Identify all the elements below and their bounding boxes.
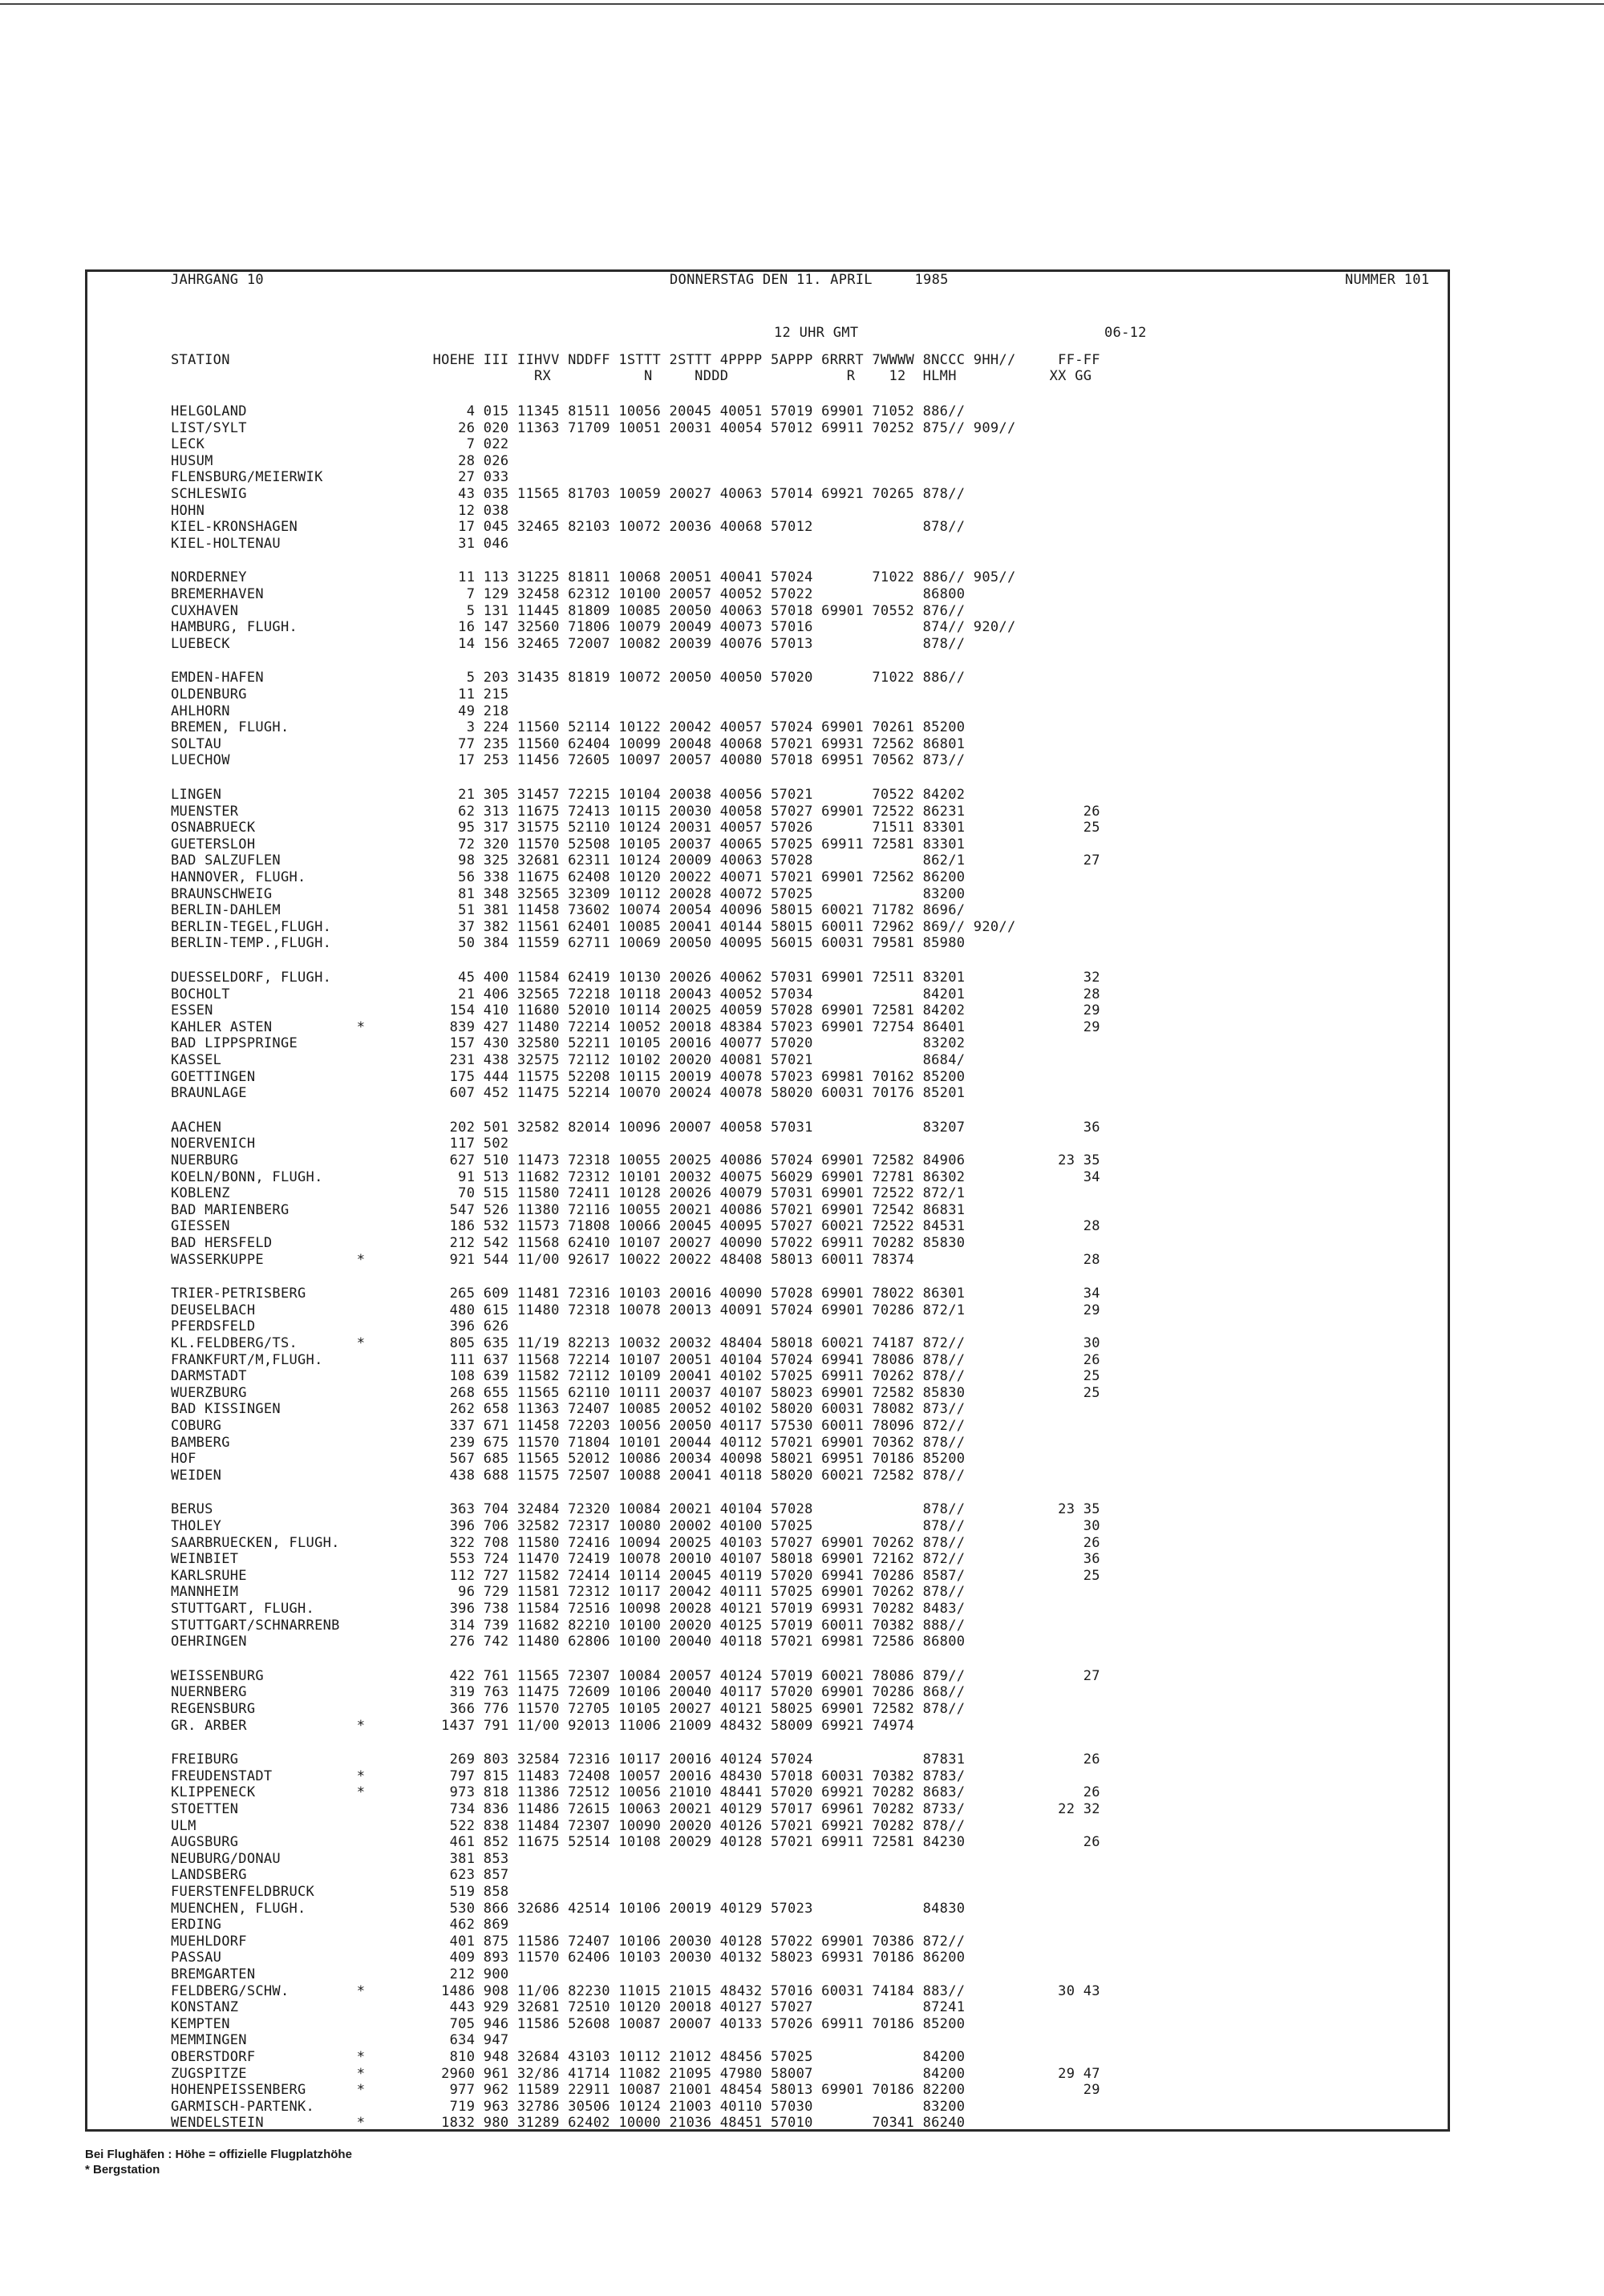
- station-row: BAD KISSINGEN 262 658 11363 72407 10085 20052 40102 58020 60031 78082 873//: [171, 1401, 966, 1417]
- jahrgang: JAHRGANG 10: [171, 272, 264, 288]
- station-row: GR. ARBER * 1437 791 11/00 92013 11006 21009 48432 58009 69921 74974: [171, 1718, 915, 1734]
- observation-period: 06-12: [1104, 325, 1147, 341]
- station-row: BERUS 363 704 32484 72320 10084 20021 40104 57028 878// 23 35: [171, 1501, 1100, 1517]
- column-header-1: STATION HOEHE III IIHVV NDDFF 1STTT 2STTT 4PPPP 5APPP 6RRRT 7WWWW 8NCCC 9HH// FF-FF: [171, 352, 1100, 368]
- station-row: PFERDSFELD 396 626: [171, 1318, 509, 1334]
- station-row: BERLIN-TEGEL,FLUGH. 37 382 11561 62401 10085 20041 40144 58015 60011 72962 869// 920//: [171, 919, 1016, 935]
- station-row: KASSEL 231 438 32575 72112 10102 20020 40081 57021 8684/: [171, 1052, 966, 1068]
- station-row: FREUDENSTADT * 797 815 11483 72408 10057 20016 48430 57018 60031 70382 8783/: [171, 1768, 966, 1784]
- station-row: BREMGARTEN 212 900: [171, 1966, 509, 1982]
- station-row: ZUGSPITZE * 2960 961 32/86 41714 11082 21095 47980 58007 84200 29 47: [171, 2066, 1100, 2082]
- station-row: AUGSBURG 461 852 11675 52514 10108 20029 40128 57021 69911 72581 84230 26: [171, 1834, 1100, 1850]
- station-row: AACHEN 202 501 32582 82014 10096 20007 40058 57031 83207 36: [171, 1120, 1100, 1136]
- station-row: HOF 567 685 11565 52012 10086 20034 40098 58021 69951 70186 85200: [171, 1451, 966, 1467]
- station-row: GOETTINGEN 175 444 11575 52208 10115 20019 40078 57023 69981 70162 85200: [171, 1069, 966, 1085]
- station-row: AHLHORN 49 218: [171, 703, 509, 719]
- station-row: TRIER-PETRISBERG 265 609 11481 72316 10103 20016 40090 57028 69901 78022 86301 34: [171, 1286, 1100, 1302]
- station-row: STOETTEN 734 836 11486 72615 10063 20021 40129 57017 69961 70282 8733/ 22 32: [171, 1801, 1100, 1817]
- station-row: GARMISCH-PARTENK. 719 963 32786 30506 10124 21003 40110 57030 83200: [171, 2099, 966, 2115]
- station-row: PASSAU 409 893 11570 62406 10103 20030 40132 58023 69931 70186 86200: [171, 1950, 966, 1966]
- station-row: KOBLENZ 70 515 11580 72411 10128 20026 40079 57031 69901 72522 872/1: [171, 1185, 966, 1201]
- station-row: BRAUNLAGE 607 452 11475 52214 10070 20024 40078 58020 60031 70176 85201: [171, 1085, 966, 1101]
- station-row: WASSERKUPPE * 921 544 11/00 92617 10022 20022 48408 58013 60011 78374 28: [171, 1252, 1100, 1268]
- station-row: SAARBRUECKEN, FLUGH. 322 708 11580 72416 10094 20025 40103 57027 69901 70262 878// 26: [171, 1535, 1100, 1551]
- station-row: KLIPPENECK * 973 818 11386 72512 10056 21010 48441 57020 69921 70282 8683/ 26: [171, 1784, 1100, 1800]
- station-row: LANDSBERG 623 857: [171, 1867, 509, 1883]
- station-row: STUTTGART, FLUGH. 396 738 11584 72516 10098 20028 40121 57019 69931 70282 8483/: [171, 1601, 966, 1617]
- column-header-2: RX N NDDD R 12 HLMH XX GG: [171, 368, 1092, 384]
- station-row: ULM 522 838 11484 72307 10090 20020 40126 57021 69921 70282 878//: [171, 1818, 966, 1834]
- station-row: FUERSTENFELDBRUCK 519 858: [171, 1884, 509, 1900]
- station-row: KIEL-KRONSHAGEN 17 045 32465 82103 10072 20036 40068 57012 878//: [171, 519, 966, 535]
- station-row: LUEBECK 14 156 32465 72007 10082 20039 40076 57013 878//: [171, 636, 966, 652]
- station-row: HELGOLAND 4 015 11345 81511 10056 20045 40051 57019 69901 71052 886//: [171, 403, 966, 419]
- station-row: LECK 7 022: [171, 436, 509, 452]
- station-row: BAMBERG 239 675 11570 71804 10101 20044 40112 57021 69901 70362 878//: [171, 1435, 966, 1451]
- station-row: CUXHAVEN 5 131 11445 81809 10085 20050 40063 57018 69901 70552 876//: [171, 603, 966, 619]
- station-row: GIESSEN 186 532 11573 71808 10066 20045 40095 57027 60021 72522 84531 28: [171, 1218, 1100, 1234]
- station-row: COBURG 337 671 11458 72203 10056 20050 40117 57530 60011 78096 872//: [171, 1418, 966, 1434]
- station-row: KEMPTEN 705 946 11586 52608 10087 20007 40133 57026 69911 70186 85200: [171, 2016, 966, 2032]
- station-row: MUEHLDORF 401 875 11586 72407 10106 20030 40128 57022 69901 70386 872//: [171, 1934, 966, 1950]
- station-row: KL.FELDBERG/TS. * 805 635 11/19 82213 10032 20032 48404 58018 60021 74187 872// 30: [171, 1335, 1100, 1351]
- station-row: MUENSTER 62 313 11675 72413 10115 20030 40058 57027 69901 72522 86231 26: [171, 804, 1100, 820]
- station-row: FLENSBURG/MEIERWIK 27 033: [171, 469, 509, 485]
- station-row: MUENCHEN, FLUGH. 530 866 32686 42514 10106 20019 40129 57023 84830: [171, 1901, 966, 1917]
- station-row: NEUBURG/DONAU 381 853: [171, 1851, 509, 1867]
- station-row: HOHENPEISSENBERG * 977 962 11589 22911 10087 21001 48454 58013 69901 70186 82200 29: [171, 2082, 1100, 2098]
- top-rule: [0, 3, 1604, 5]
- station-row: BAD HERSFELD 212 542 11568 62410 10107 20027 40090 57022 69911 70282 85830: [171, 1235, 966, 1251]
- station-row: ESSEN 154 410 11680 52010 10114 20025 40059 57028 69901 72581 84202 29: [171, 1002, 1100, 1018]
- station-row: STUTTGART/SCHNARRENB 314 739 11682 82210 10100 20020 40125 57019 60011 70382 888//: [171, 1618, 966, 1634]
- footnote-mountain-station: * Bergstation: [85, 2163, 160, 2177]
- station-row: NORDERNEY 11 113 31225 81811 10068 20051 40041 57024 71022 886// 905//: [171, 569, 1016, 585]
- station-row: NUERNBERG 319 763 11475 72609 10106 20040 40117 57020 69901 70286 868//: [171, 1684, 966, 1700]
- station-row: KONSTANZ 443 929 32681 72510 10120 20018 40127 57027 87241: [171, 1999, 966, 2015]
- station-row: BRAUNSCHWEIG 81 348 32565 32309 10112 20028 40072 57025 83200: [171, 886, 966, 902]
- station-row: LUECHOW 17 253 11456 72605 10097 20057 40080 57018 69951 70562 873//: [171, 752, 966, 768]
- station-row: GUETERSLOH 72 320 11570 52508 10105 20037 40065 57025 69911 72581 83301: [171, 836, 966, 852]
- station-row: NOERVENICH 117 502: [171, 1136, 509, 1152]
- station-row: NUERBURG 627 510 11473 72318 10055 20025 40086 57024 69901 72582 84906 23 35: [171, 1152, 1100, 1168]
- station-row: KIEL-HOLTENAU 31 046: [171, 536, 509, 552]
- station-row: MANNHEIM 96 729 11581 72312 10117 20042 40111 57025 69901 70262 878//: [171, 1584, 966, 1600]
- station-row: REGENSBURG 366 776 11570 72705 10105 20027 40121 58025 69901 72582 878//: [171, 1701, 966, 1717]
- footnote-airports: Bei Flughäfen : Höhe = offizielle Flugplatzhöhe: [85, 2148, 352, 2161]
- station-row: SOLTAU 77 235 11560 62404 10099 20048 40068 57021 69931 72562 86801: [171, 736, 966, 752]
- station-row: ERDING 462 869: [171, 1917, 509, 1933]
- station-row: OSNABRUECK 95 317 31575 52110 10124 20031 40057 57026 71511 83301 25: [171, 820, 1100, 836]
- station-row: DUESSELDORF, FLUGH. 45 400 11584 62419 10130 20026 40062 57031 69901 72511 83201 32: [171, 970, 1100, 986]
- station-row: BAD MARIENBERG 547 526 11380 72116 10055 20021 40086 57021 69901 72542 86831: [171, 1202, 966, 1218]
- station-row: HUSUM 28 026: [171, 453, 509, 469]
- station-row: WEISSENBURG 422 761 11565 72307 10084 20057 40124 57019 60021 78086 879// 27: [171, 1668, 1100, 1684]
- station-row: DARMSTADT 108 639 11582 72112 10109 20041 40102 57025 69911 70262 878// 25: [171, 1368, 1100, 1384]
- station-row: HAMBURG, FLUGH. 16 147 32560 71806 10079 20049 40073 57016 874// 920//: [171, 619, 1016, 635]
- observation-time: 12 UHR GMT: [774, 325, 859, 341]
- station-row: LIST/SYLT 26 020 11363 71709 10051 20031 40054 57012 69911 70252 875// 909//: [171, 420, 1016, 436]
- station-row: SCHLESWIG 43 035 11565 81703 10059 20027 40063 57014 69921 70265 878//: [171, 486, 966, 502]
- station-row: KOELN/BONN, FLUGH. 91 513 11682 72312 10101 20032 40075 56029 69901 72781 86302 34: [171, 1169, 1100, 1185]
- station-row: BREMEN, FLUGH. 3 224 11560 52114 10122 20042 40057 57024 69901 70261 85200: [171, 719, 966, 735]
- station-row: OEHRINGEN 276 742 11480 62806 10100 20040 40118 57021 69981 72586 86800: [171, 1634, 966, 1650]
- station-row: HOHN 12 038: [171, 503, 509, 519]
- station-row: WEINBIET 553 724 11470 72419 10078 20010 40107 58018 69901 72162 872// 36: [171, 1551, 1100, 1567]
- station-row: FRANKFURT/M,FLUGH. 111 637 11568 72214 10107 20051 40104 57024 69941 78086 878// 26: [171, 1352, 1100, 1368]
- station-row: LINGEN 21 305 31457 72215 10104 20038 40056 57021 70522 84202: [171, 787, 966, 803]
- station-row: OBERSTDORF * 810 948 32684 43103 10112 21012 48456 57025 84200: [171, 2049, 966, 2065]
- station-row: WENDELSTEIN * 1832 980 31289 62402 10000 21036 48451 57010 70341 86240: [171, 2115, 966, 2131]
- station-row: HANNOVER, FLUGH. 56 338 11675 62408 10120 20022 40071 57021 69901 72562 86200: [171, 869, 966, 885]
- bulletin-sheet: [85, 269, 1450, 2132]
- station-row: BERLIN-TEMP.,FLUGH. 50 384 11559 62711 10069 20050 40095 56015 60031 79581 85980: [171, 935, 966, 951]
- station-row: BREMERHAVEN 7 129 32458 62312 10100 20057 40052 57022 86800: [171, 586, 966, 602]
- station-row: FELDBERG/SCHW. * 1486 908 11/06 82230 11015 21015 48432 57016 60031 74184 883// 30 43: [171, 1983, 1100, 1999]
- station-row: FREIBURG 269 803 32584 72316 10117 20016 40124 57024 87831 26: [171, 1751, 1100, 1768]
- issue-number: NUMMER 101: [1345, 272, 1430, 288]
- station-row: BERLIN-DAHLEM 51 381 11458 73602 10074 20054 40096 58015 60021 71782 8696/: [171, 902, 966, 918]
- station-row: BAD LIPPSPRINGE 157 430 32580 52211 10105 20016 40077 57020 83202: [171, 1035, 966, 1051]
- station-row: THOLEY 396 706 32582 72317 10080 20002 40100 57025 878// 30: [171, 1518, 1100, 1534]
- station-row: BOCHOLT 21 406 32565 72218 10118 20043 40052 57034 84201 28: [171, 986, 1100, 1002]
- station-row: MEMMINGEN 634 947: [171, 2032, 509, 2048]
- station-row: KARLSRUHE 112 727 11582 72414 10114 20045 40119 57020 69941 70286 8587/ 25: [171, 1568, 1100, 1584]
- station-row: WEIDEN 438 688 11575 72507 10088 20041 40118 58020 60021 72582 878//: [171, 1468, 966, 1484]
- issue-date: DONNERSTAG DEN 11. APRIL 1985: [670, 272, 949, 288]
- station-row: KAHLER ASTEN * 839 427 11480 72214 10052 20018 48384 57023 69901 72754 86401 29: [171, 1019, 1100, 1035]
- station-row: OLDENBURG 11 215: [171, 686, 509, 703]
- station-row: DEUSELBACH 480 615 11480 72318 10078 20013 40091 57024 69901 70286 872/1 29: [171, 1302, 1100, 1318]
- station-row: BAD SALZUFLEN 98 325 32681 62311 10124 20009 40063 57028 862/1 27: [171, 852, 1100, 869]
- station-row: EMDEN-HAFEN 5 203 31435 81819 10072 20050 40050 57020 71022 886//: [171, 670, 966, 686]
- station-row: WUERZBURG 268 655 11565 62110 10111 20037 40107 58023 69901 72582 85830 25: [171, 1385, 1100, 1401]
